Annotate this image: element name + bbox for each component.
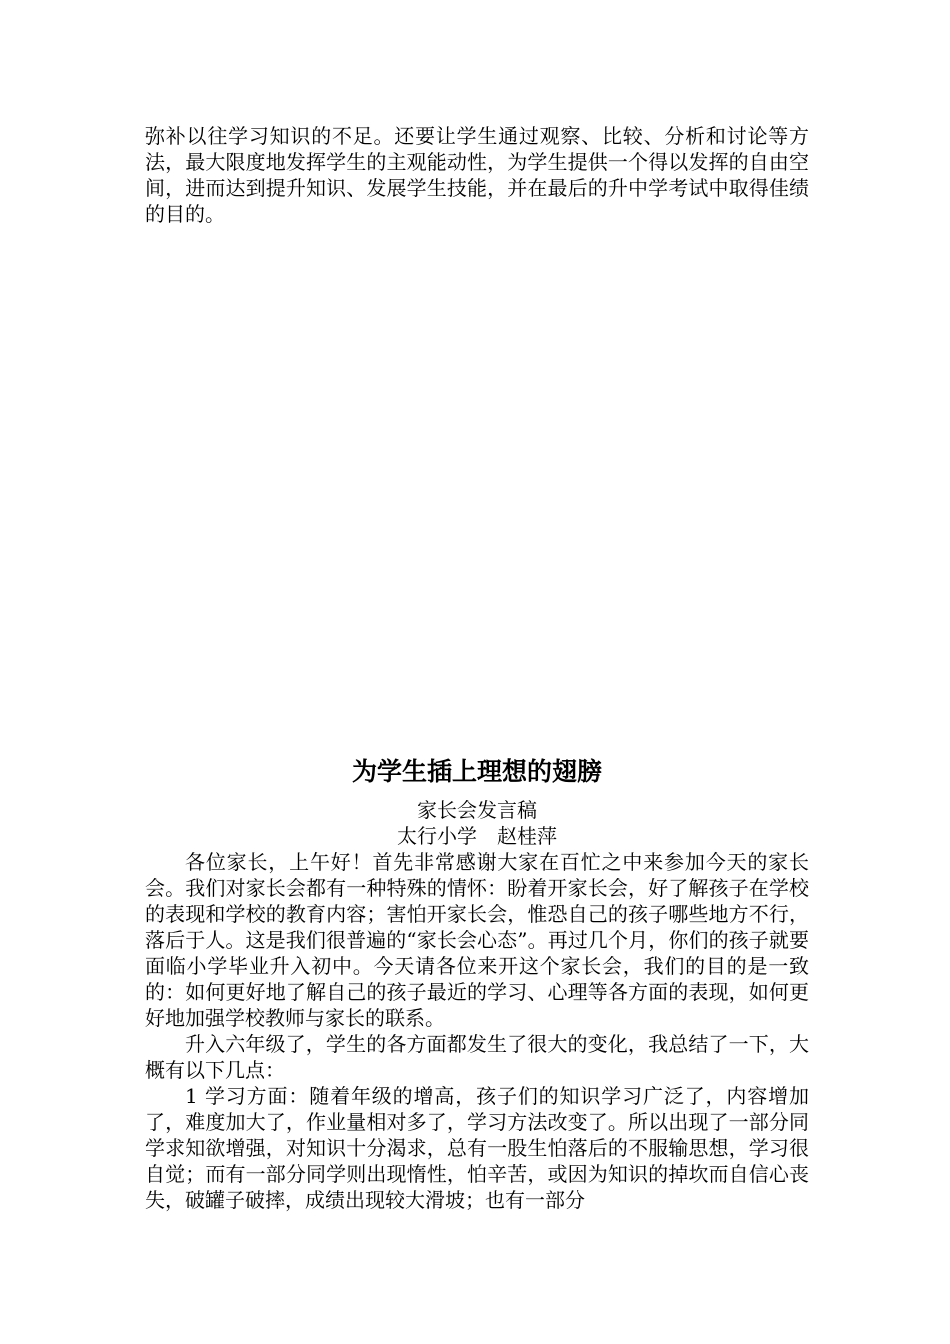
article-subtitle: 家长会发言稿 xyxy=(417,798,537,822)
article-body xyxy=(145,849,809,1213)
article-title: 为学生插上理想的翅膀 xyxy=(351,757,602,786)
article-author-line: 太行小学 赵桂萍 xyxy=(397,824,557,848)
body-paragraph-summary: 升入六年级了，学生的各方面都发生了很大的变化，我总结了一下，大概有以下几点： xyxy=(145,1032,809,1082)
previous-section-paragraph: 弥补以往学习知识的不足。还要让学生通过观察、比较、分析和讨论等方法，最大限度地发挥学生的主观能动性，为学生提供一个得以发挥的自由空间，进而达到提升知识、发展学生技能，并在最后的升中学考试中取得佳绩的目的。 xyxy=(145,124,809,226)
body-paragraph-study: 1 学习方面：随着年级的增高，孩子们的知识学习广泛了，内容增加了，难度加大了，作业量相对多了，学习方法改变了。所以出现了一部分同学求知欲增强，对知识十分渴求，总有一股生怕落后的不服输思想，学习很自觉；而有一部分同学则出现惰性，怕辛苦，或因为知识的掉坎而自信心丧失，破罐子破摔，成绩出现较大滑坡；也有一部分 xyxy=(145,1084,809,1212)
body-paragraph-greeting: 各位家长，上午好！首先非常感谢大家在百忙之中来参加今天的家长会。我们对家长会都有一种特殊的情怀：盼着开家长会，好了解孩子在学校的表现和学校的教育内容；害怕开家长会，惟恐自己的孩子哪些地方不行，落后于人。这是我们很普遍的“家长会心态”。再过几个月，你们的孩子就要面临小学毕业升入初中。今天请各位来开这个家长会，我们的目的是一致的：如何更好地了解自己的孩子最近的学习、心理等各方面的表现，如何更好地加强学校教师与家长的联系。 xyxy=(145,850,809,1030)
